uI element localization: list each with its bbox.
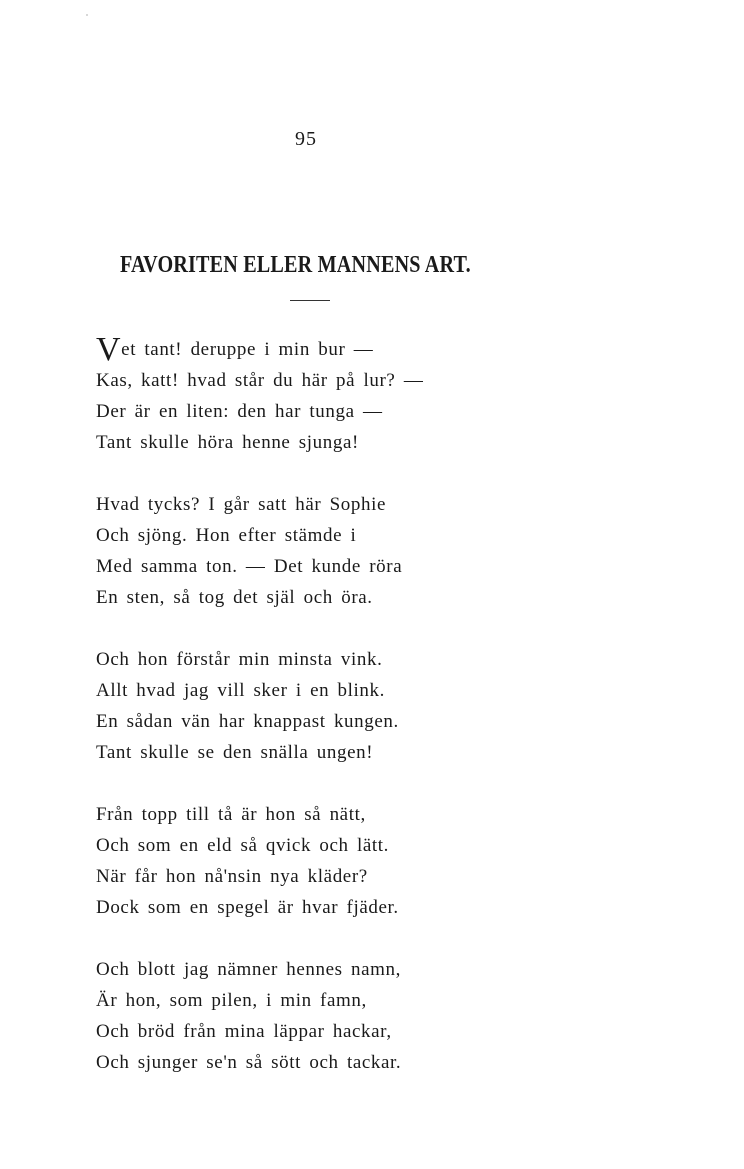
poem-line: Hvad tycks? I går satt här Sophie bbox=[96, 494, 387, 515]
title-divider bbox=[290, 300, 330, 301]
poem-line: Från topp till tå är hon så nätt, bbox=[96, 804, 366, 825]
stanza-4 bbox=[96, 799, 516, 923]
first-line-text: et tant! deruppe i min bur — bbox=[121, 339, 374, 360]
poem-line: Dock som en spegel är hvar fjäder. bbox=[96, 897, 399, 918]
poem-line: Tant skulle höra henne sjunga! bbox=[96, 432, 359, 453]
poem-line: En sten, så tog det själ och öra. bbox=[96, 587, 373, 608]
stanza-5 bbox=[96, 954, 516, 1078]
poem-line: Der är en liten: den har tunga — bbox=[96, 401, 383, 422]
poem-line: Och sjunger se'n så sött och tackar. bbox=[96, 1052, 402, 1073]
poem-line: Kas, katt! hvad står du här på lur? — bbox=[96, 370, 424, 391]
poem-line: Och blott jag nämner hennes namn, bbox=[96, 959, 401, 980]
poem-line: Allt hvad jag vill sker i en blink. bbox=[96, 680, 385, 701]
stanza-1 bbox=[96, 331, 516, 458]
poem-line: När får hon nå'nsin nya kläder? bbox=[96, 866, 368, 887]
page-number: 95 bbox=[295, 128, 317, 150]
poem-title: FAVORITEN ELLER MANNENS ART. bbox=[120, 252, 471, 278]
poem-line: Är hon, som pilen, i min famn, bbox=[96, 990, 367, 1011]
poem-line: Med samma ton. — Det kunde röra bbox=[96, 556, 403, 577]
stanza-2 bbox=[96, 489, 516, 613]
poem-line: Och sjöng. Hon efter stämde i bbox=[96, 525, 357, 546]
poem-line: En sådan vän har knappast kungen. bbox=[96, 711, 399, 732]
stanza-3 bbox=[96, 644, 516, 768]
poem-line: Och bröd från mina läppar hackar, bbox=[96, 1021, 392, 1042]
poem-line: Och hon förstår min minsta vink. bbox=[96, 649, 383, 670]
poem-body bbox=[96, 331, 516, 1109]
poem-line: Och som en eld så qvick och lätt. bbox=[96, 835, 390, 856]
poem-line bbox=[96, 331, 516, 368]
drop-cap: V bbox=[96, 331, 122, 368]
page-speck bbox=[86, 14, 88, 16]
poem-line: Tant skulle se den snälla ungen! bbox=[96, 742, 374, 763]
